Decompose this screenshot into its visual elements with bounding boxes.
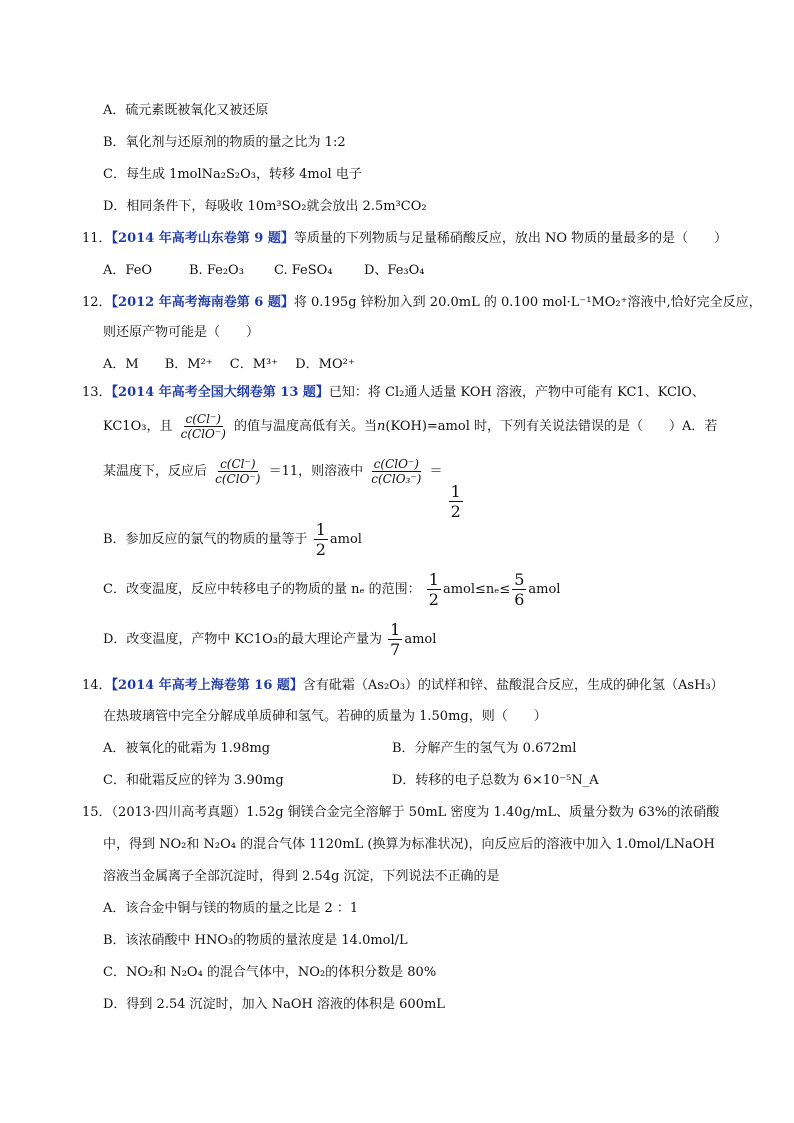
question-stem: 将 0.195g 锌粉加入到 20.0mL 的 0.100 mol·L⁻¹MO₂⁺溶液中,恰好完全反应， xyxy=(293,295,762,310)
question-stem: 已知：将 Cl₂通人适量 KOH 溶液，产物中可能有 KC1、KClO、 xyxy=(328,385,705,400)
q13-option-b: B．参加反应的氯气的物质的量等于 $\frac{1}{2}$ amol xyxy=(103,520,362,559)
question-stem: 含有砒霜（As₂O₃）的试样和锌、盐酸混合反应，生成的砷化氢（AsH₃） xyxy=(302,678,724,693)
question-number: 12． xyxy=(82,295,112,310)
q11-option-d: D、Fe₃O₄ xyxy=(364,263,425,278)
q10-option-b: B．氧化剂与还原剂的物质的量之比为 1:2 xyxy=(103,135,346,150)
q11-option-a: A．FeO xyxy=(103,263,153,278)
q12-stem-line2: 则还原产物可能是（ ） xyxy=(103,325,260,340)
q15-stem-line3: 溶液当金属离子全部沉淀时，得到 2.54g 沉淀，下列说法不正确的是 xyxy=(103,869,500,884)
fraction-one-seventh: $\frac{1}{7}$ xyxy=(390,620,401,659)
question-source: 【2014 年高考全国大纲卷第 13 题】 xyxy=(111,385,329,400)
question-stem: 等质量的下列物质与足量稀硝酸反应，放出 NO 物质的量最多的是（ ） xyxy=(293,231,728,246)
q14-option-a: A．被氧化的砒霜为 1.98mg xyxy=(103,741,271,756)
fraction-one-half: $\frac{1}{2}$ xyxy=(450,482,461,521)
q15-option-d: D．得到 2.54 沉淀时，加入 NaOH 溶液的体积是 600mL xyxy=(103,997,445,1012)
q15-option-c: C．NO₂和 N₂O₄ 的混合气体中，NO₂的体积分数是 80% xyxy=(103,965,437,980)
fraction-one-half: $\frac{1}{2}$ xyxy=(315,520,326,559)
q11-option-c: C. FeSO₄ xyxy=(274,263,333,278)
question-number: 15． xyxy=(82,805,112,820)
q11-option-b: B. Fe₂O₃ xyxy=(189,263,244,278)
q10-option-d: D．相同条件下，每吸收 10m³SO₂就会放出 2.5m³CO₂ xyxy=(103,199,427,214)
fraction-cl-clo: $\frac{c(Cl^-)}{\text{c(ClO⁻)}}$ xyxy=(180,412,226,441)
question-source: 【2014 年高考山东卷第 9 题】 xyxy=(111,231,294,246)
q13-option-d: D．改变温度，产物中 KC1O₃的最大理论产量为 $\frac{1}{7}$ amol xyxy=(103,620,437,659)
question-stem: （2013·四川高考真题）1.52g 铜镁合金完全溶解于 50mL 密度为 1.40g/mL、质量分数为 63%的浓硝酸 xyxy=(111,805,720,820)
q14-stem-line2: 在热玻璃管中完全分解成单质砷和氢气。若砷的质量为 1.50mg，则（ ） xyxy=(103,709,547,724)
q14-option-b: B．分解产生的氢气为 0.672ml xyxy=(392,741,577,756)
fraction-five-sixths: $\frac{5}{6}$ xyxy=(514,570,525,609)
q10-option-c: C．每生成 1molNa₂S₂O₃，转移 4mol 电子 xyxy=(103,167,362,182)
question-13 xyxy=(82,384,705,402)
question-number: 11． xyxy=(82,231,112,246)
q10-option-a: A．硫元素既被氧化又被还原 xyxy=(103,103,269,118)
question-15 xyxy=(82,804,719,822)
q13-option-c: C．改变温度，反应中转移电子的物质的量 nₑ 的范围： $\frac{1}{2}$ amol≤nₑ≤ $\frac{5}{6}$ amol xyxy=(103,570,561,609)
question-number: 14． xyxy=(82,678,112,693)
question-source: 【2014 年高考上海卷第 16 题】 xyxy=(111,678,303,693)
q13-stem-line2: KC1O₃，且 $\frac{c(Cl^-)}{\text{c(ClO⁻)}}$ 的值与温度高低有关。当n(KOH)=amol 时，下列有关说法错误的是（ ）A．若 xyxy=(103,412,718,441)
q12-options: A．M B．M²⁺ C．M³⁺ D．MO²⁺ xyxy=(103,357,355,372)
q15-option-b: B．该浓硝酸中 HNO₃的物质的量浓度是 14.0mol/L xyxy=(103,933,408,948)
q15-stem-line2: 中，得到 NO₂和 N₂O₄ 的混合气体 1120mL (换算为标准状况)，向反应后的溶液中加入 1.0mol/LNaOH xyxy=(103,837,715,852)
question-12 xyxy=(82,294,762,312)
question-11 xyxy=(82,230,727,248)
fraction-one-half: $\frac{1}{2}$ xyxy=(428,570,439,609)
q13-option-a: 某温度下，反应后 $\frac{c(Cl^-)}{\text{c(ClO⁻)}}$ ＝11，则溶液中 $\frac{\text{c(ClO⁻)}}{\text{c(ClO₃⁻)}}$ ＝ $\frac{1}{2}$ xyxy=(103,457,461,521)
q15-option-a: A．该合金中铜与镁的物质的量之比是 2 ：1 xyxy=(103,901,359,916)
q14-option-d: D．转移的电子总数为 6×10⁻⁵N_A xyxy=(392,773,599,788)
fraction-clo-clo3: $\frac{\text{c(ClO⁻)}}{\text{c(ClO₃⁻)}}$ xyxy=(371,457,422,486)
question-number: 13． xyxy=(82,385,112,400)
fraction-cl-clo: $\frac{c(Cl^-)}{\text{c(ClO⁻)}}$ xyxy=(215,457,261,486)
question-source: 【2012 年高考海南卷第 6 题】 xyxy=(111,295,294,310)
question-14 xyxy=(82,677,724,695)
q14-option-c: C．和砒霜反应的锌为 3.90mg xyxy=(103,773,284,788)
